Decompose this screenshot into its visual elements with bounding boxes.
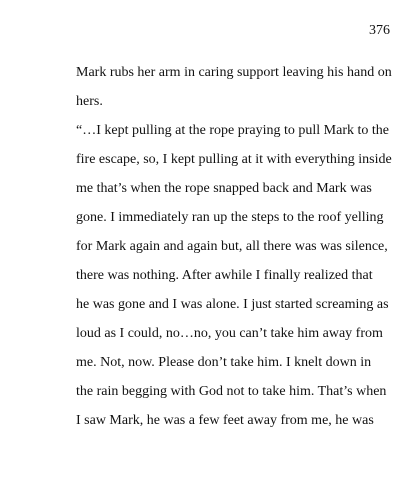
- text-line: gone. I immediately ran up the steps to the roof yelling: [76, 210, 384, 225]
- text-line: “…I kept pulling at the rope praying to pull Mark to the: [76, 123, 389, 138]
- page-number: 376: [369, 23, 390, 38]
- text-line: there was nothing. After awhile I finally realized that: [76, 268, 373, 283]
- text-line: hers.: [76, 94, 103, 109]
- text-line: the rain begging with God not to take him. That’s when: [76, 384, 387, 399]
- text-line: loud as I could, no…no, you can’t take him away from: [76, 326, 383, 341]
- text-line: me. Not, now. Please don’t take him. I knelt down in: [76, 355, 372, 370]
- text-line: I saw Mark, he was a few feet away from me, he was: [76, 413, 374, 428]
- text-line: me that’s when the rope snapped back and Mark was: [76, 181, 372, 196]
- text-line: Mark rubs her arm in caring support leaving his hand on: [76, 65, 392, 80]
- text-line: for Mark again and again but, all there was was silence,: [76, 239, 388, 254]
- text-line: he was gone and I was alone. I just started screaming as: [76, 297, 389, 312]
- text-line: fire escape, so, I kept pulling at it with everything inside: [76, 152, 392, 167]
